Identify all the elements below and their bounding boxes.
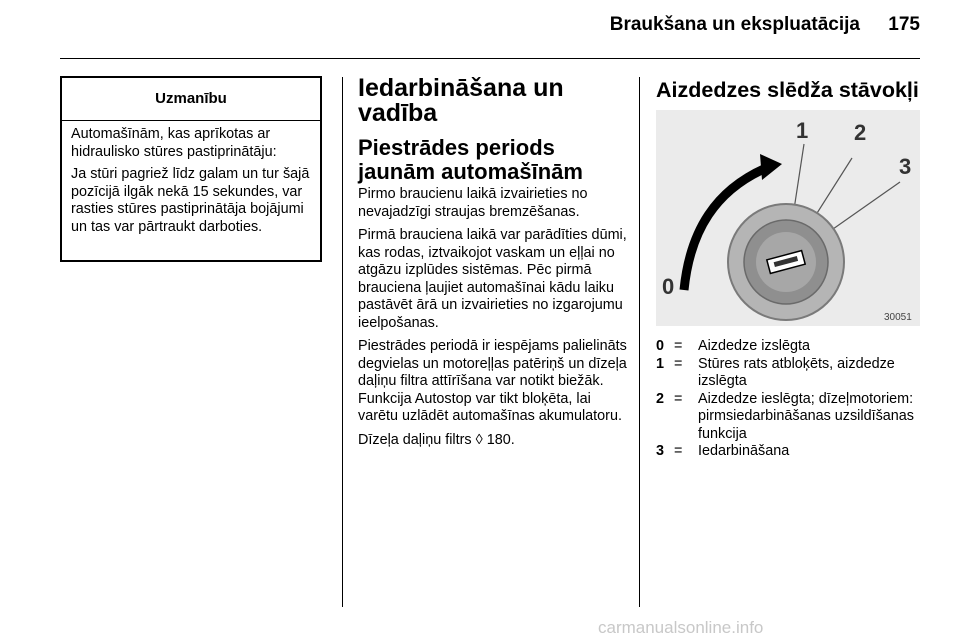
legend-key: 1 [656, 355, 665, 372]
ignition-switch-illustration [656, 110, 920, 326]
position-label-1: 1 [796, 118, 809, 143]
legend-text: Aizdedze izslēgta [698, 338, 810, 354]
body-paragraph: Pirmā brauciena laikā var parādīties dūmi, kas rodas, iztvaikojot vaskam un eļļai no atgāzu izplūdes sistēmas. Pēc pirmā brauciena ļaujiet automašīnai kādu laiku pastāvēt ārā un izvairieties no izgarojumu ieelpošanas. [358, 227, 627, 331]
section-subheading: Piestrādes periods jaunām automašīnām [358, 135, 583, 184]
header-divider [60, 58, 920, 59]
column-divider [639, 77, 640, 607]
legend-row [656, 338, 922, 356]
position-legend [656, 338, 922, 461]
legend-equals: = [674, 390, 683, 407]
page-header-title: Braukšana un ekspluatācija [609, 14, 860, 35]
legend-key: 3 [656, 443, 665, 459]
reference-page: 180. [486, 431, 515, 448]
figure-code: 30051 [884, 312, 912, 323]
legend-row [656, 356, 922, 391]
legend-text: Stūres rats atbloķēts, aizdedze izslēgta [698, 355, 895, 389]
position-label-3: 3 [899, 154, 912, 179]
body-paragraph: Pirmo braucienu laikā izvairieties no nevajadzīgi straujas bremzēšanas. [358, 186, 588, 220]
ignition-heading: Aizdedzes slēdža stāvokļi [656, 78, 919, 102]
caution-title: Uzmanību [62, 78, 320, 121]
legend-row [656, 391, 922, 444]
ignition-switch-figure [656, 110, 920, 326]
reference-text: Dīzeļa daļiņu filtrs [358, 431, 472, 448]
body-paragraph: Piestrādes periodā ir iespējams palielināts degvielas un motoreļļas patēriņš un dīzeļa daļiņu filtra attīrīšana var notikt biežāk. Funkcija Autostop var tikt bloķēta, lai varētu uzlādēt automašīnas akumulatoru. [358, 338, 627, 424]
legend-text: Aizdedze ieslēgta; dīzeļmotoriem: pirmsiedarbināšanas uzsildīšanas funkcija [698, 390, 914, 442]
caution-box [60, 76, 322, 262]
section-heading: Iedarbināšana un vadība [358, 74, 564, 127]
caution-paragraph: Ja stūri pagriež līdz galam un tur šajā pozīcijā ilgāk nekā 15 sekundes, var rasties stūres pastiprinātāja bojājumi un tas var pārtraukt darboties. [71, 166, 310, 235]
section-column [358, 76, 630, 455]
position-label-0: 0 [662, 274, 675, 299]
cross-reference[interactable] [358, 432, 630, 450]
ignition-column [656, 76, 922, 104]
legend-key: 2 [656, 390, 665, 407]
legend-text: Iedarbināšana [698, 443, 790, 459]
caution-body [62, 121, 320, 236]
reference-arrow-icon: ◊ [475, 431, 483, 448]
page-number: 175 [888, 14, 920, 35]
legend-equals: = [674, 355, 683, 372]
legend-row [656, 443, 922, 461]
caution-paragraph: Automašīnām, kas aprīkotas ar hidraulisko stūres pastiprinātāju: [71, 126, 277, 160]
legend-equals: = [674, 443, 683, 459]
column-divider [342, 77, 343, 607]
position-label-2: 2 [854, 120, 867, 145]
watermark: carmanualsonline.info [598, 618, 764, 637]
legend-equals: = [674, 338, 683, 354]
legend-key: 0 [656, 338, 665, 354]
